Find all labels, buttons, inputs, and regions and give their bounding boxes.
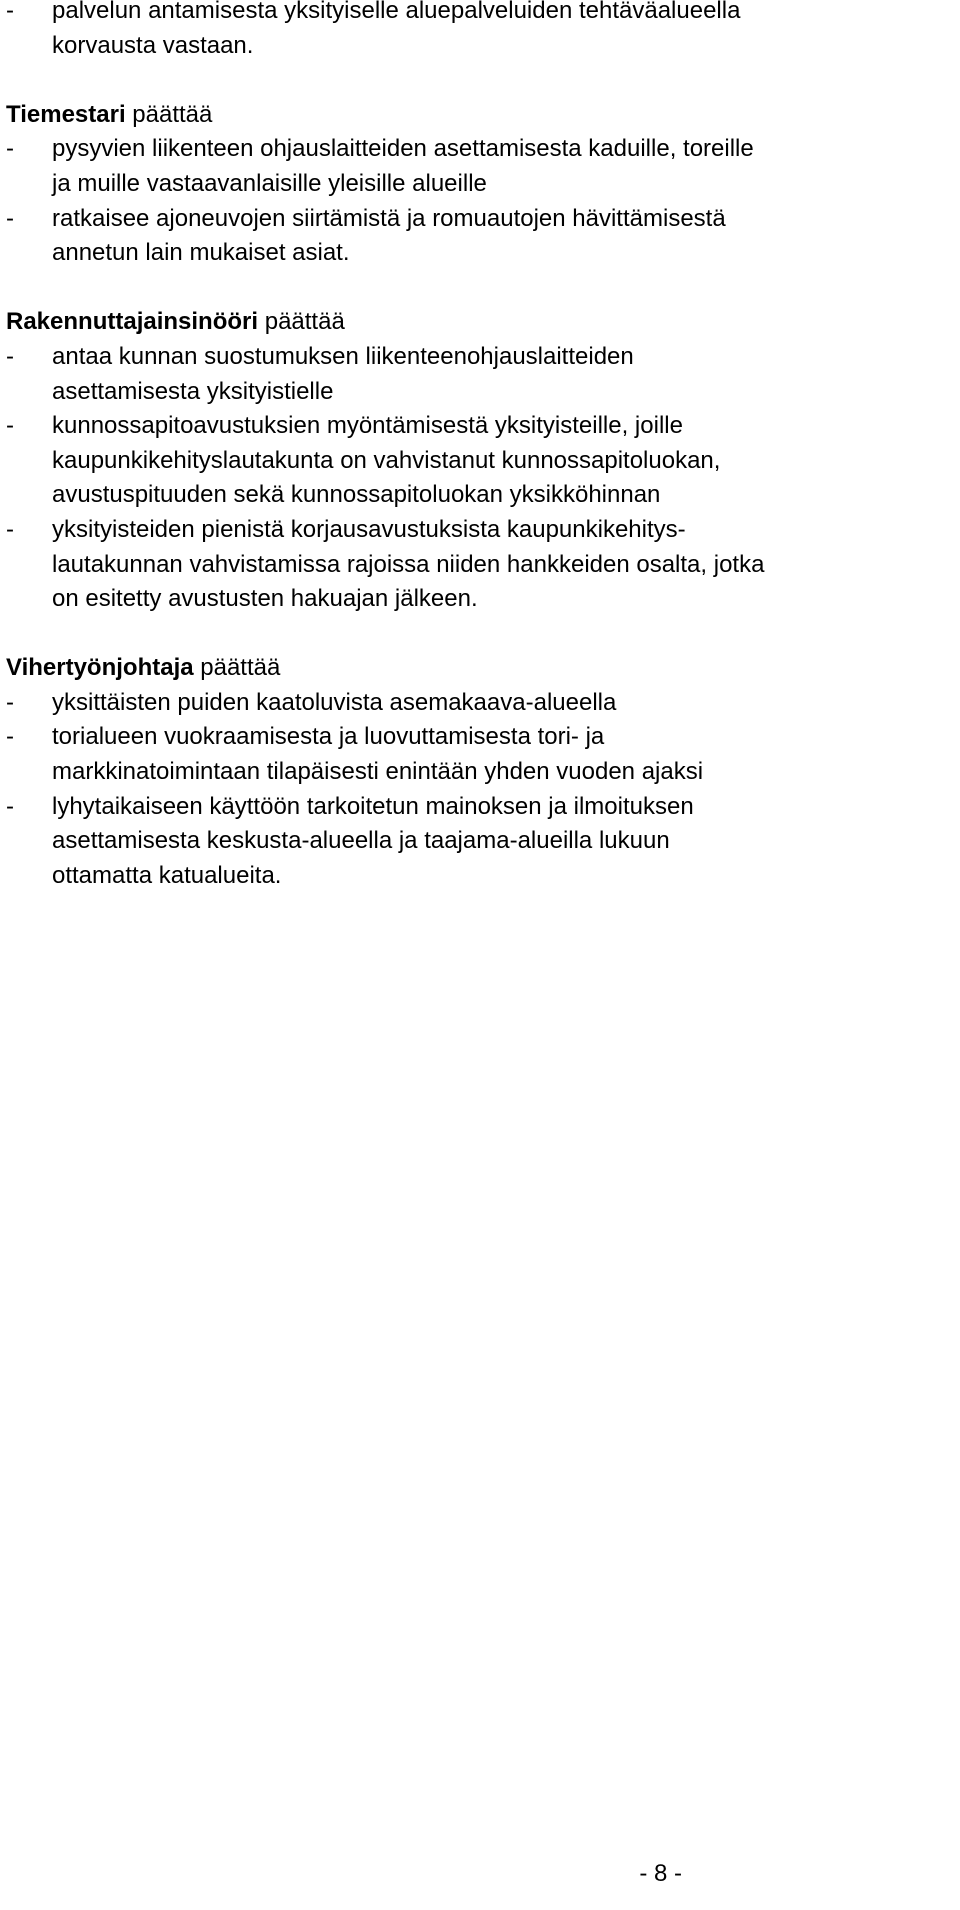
text-line: palvelun antamisesta yksityiselle aluepalveluiden tehtäväalueella (52, 0, 741, 24)
list-dash: - (6, 792, 14, 820)
list-item-text (52, 0, 956, 63)
text-line: ottamatta katualueita. (52, 861, 282, 889)
text-line: on esitetty avustusten hakuajan jälkeen. (52, 585, 478, 613)
text-line: lautakunnan vahvistamissa rajoissa niiden hankkeiden osalta, jotka (52, 550, 765, 578)
list-item-text (52, 790, 956, 894)
list-item (6, 409, 956, 513)
list-dash: - (6, 204, 14, 232)
text-line: asettamisesta keskusta-alueella ja taajama-alueilla lukuun (52, 827, 670, 855)
paragraph-gap (6, 271, 956, 306)
text-line: korvausta vastaan. (52, 31, 254, 59)
list-item-text (52, 409, 956, 513)
list-item (6, 132, 956, 201)
text-line: ja muille vastaavanlaisille yleisille alueille (52, 169, 487, 197)
text-line: pysyvien liikenteen ohjauslaitteiden asettamisesta kaduille, toreille (52, 135, 754, 163)
list-item (6, 202, 956, 271)
section-vihertyonjohtaja (6, 651, 956, 893)
section-heading (6, 305, 956, 340)
text-line: asettamisesta yksityistielle (52, 377, 334, 405)
text-line: antaa kunnan suostumuksen liikenteenohjauslaitteiden (52, 342, 634, 370)
list-item (6, 686, 956, 721)
list-item (6, 720, 956, 789)
section-heading (6, 651, 956, 686)
paragraph-gap (6, 617, 956, 652)
text-line: lyhytaikaiseen käyttöön tarkoitetun mainoksen ja ilmoituksen (52, 792, 694, 820)
page-number: - 8 - (639, 1860, 682, 1887)
list-item-text (52, 132, 956, 201)
list-item-text (52, 513, 956, 617)
list-item (6, 790, 956, 894)
list-item-text (52, 720, 956, 789)
section-rakennuttajainsinoori (6, 305, 956, 616)
list-dash: - (6, 515, 14, 543)
role-title: Rakennuttajainsinööri (6, 308, 259, 336)
paragraph-gap (6, 63, 956, 98)
text-line: torialueen vuokraamisesta ja luovuttamisesta tori- ja (52, 723, 605, 751)
text-line: yksityisteiden pienistä korjausavustuksista kaupunkikehitys- (52, 515, 686, 543)
text-line: kunnossapitoavustuksien myöntämisestä yksityisteille, joille (52, 412, 683, 440)
role-title: Tiemestari (6, 100, 126, 128)
list-dash: - (6, 135, 14, 163)
list-item (6, 513, 956, 617)
section-heading (6, 98, 956, 133)
list-item-text (52, 340, 956, 409)
text-line: yksittäisten puiden kaatoluvista asemakaava-alueella (52, 688, 617, 716)
list-item-continuation (6, 0, 956, 63)
list-item (6, 340, 956, 409)
text-line: avustuspituuden sekä kunnossapitoluokan yksikköhinnan (52, 481, 661, 509)
document-content (6, 0, 956, 893)
role-title: Vihertyönjohtaja (6, 654, 194, 682)
heading-verb: päättää (200, 654, 281, 682)
list-item-text (52, 686, 956, 721)
list-dash: - (6, 723, 14, 751)
list-dash: - (6, 342, 14, 370)
heading-verb: päättää (264, 308, 345, 336)
list-dash: - (6, 688, 14, 716)
text-line: ratkaisee ajoneuvojen siirtämistä ja romuautojen hävittämisestä (52, 204, 726, 232)
list-dash: - (6, 0, 14, 24)
text-line: annetun lain mukaiset asiat. (52, 239, 350, 267)
text-line: kaupunkikehityslautakunta on vahvistanut kunnossapitoluokan, (52, 446, 721, 474)
heading-verb: päättää (132, 100, 213, 128)
list-dash: - (6, 412, 14, 440)
list-item-text (52, 202, 956, 271)
section-tiemestari (6, 98, 956, 271)
text-line: markkinatoimintaan tilapäisesti enintään yhden vuoden ajaksi (52, 758, 704, 786)
